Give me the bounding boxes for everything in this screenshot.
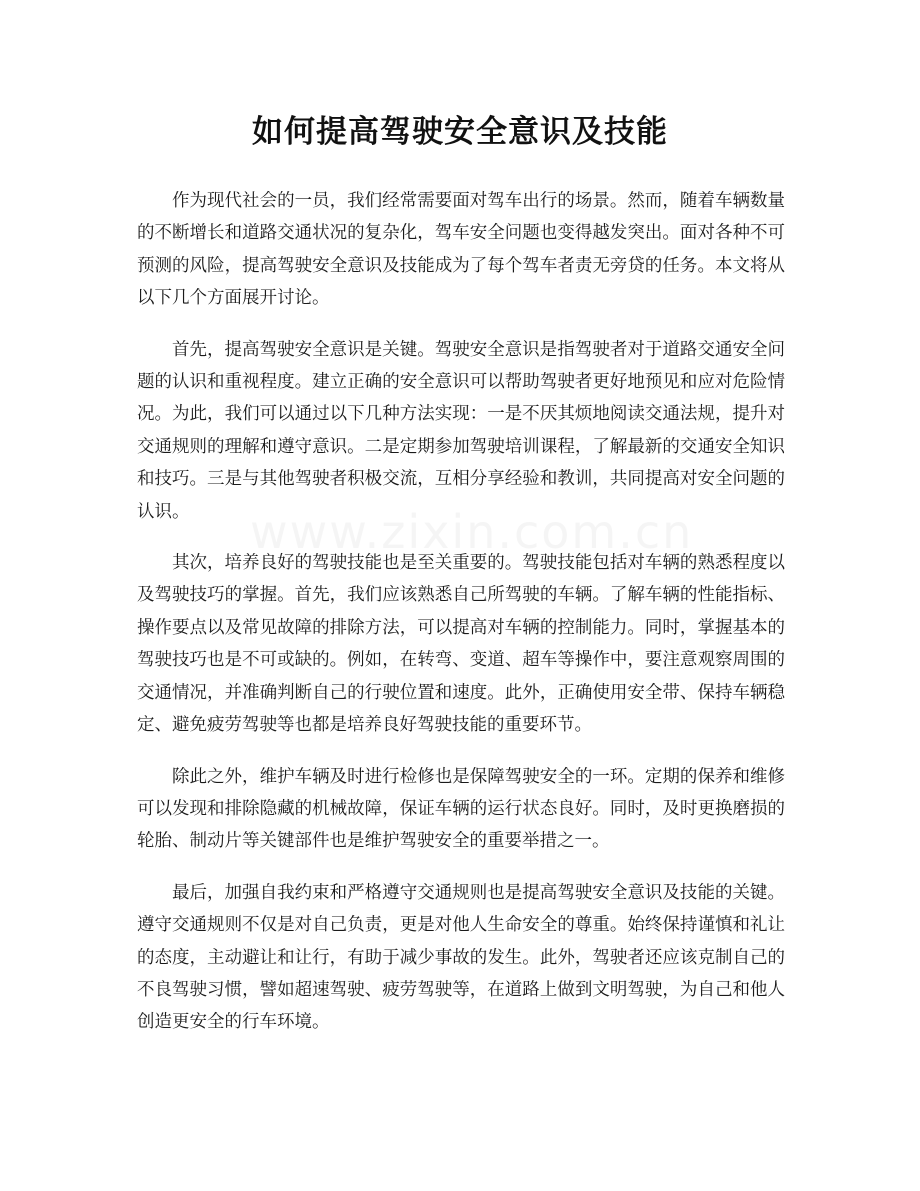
document-body	[137, 185, 785, 1058]
document-title: 如何提高驾驶安全意识及技能	[252, 114, 668, 150]
paragraph-maintenance: 除此之外，维护车辆及时进行检修也是保障驾驶安全的一环。定期的保养和维修可以发现和排除隐藏的机械故障，保证车辆的运行状态良好。同时，及时更换磨损的轮胎、制动片等关键部件也是维护驾驶安全的重要举措之一。	[137, 766, 785, 852]
paragraph-awareness: 首先，提高驾驶安全意识是关键。驾驶安全意识是指驾驶者对于道路交通安全问题的认识和重视程度。建立正确的安全意识可以帮助驾驶者更好地预见和应对危险情况。为此，我们可以通过以下几种方法实现：一是不厌其烦地阅读交通法规，提升对交通规则的理解和遵守意识。二是定期参加驾驶培训课程，了解最新的交通安全知识和技巧。三是与其他驾驶者积极交流，互相分享经验和教训，共同提高对安全问题的认识。	[137, 339, 785, 522]
paragraph-rules: 最后，加强自我约束和严格遵守交通规则也是提高驾驶安全意识及技能的关键。遵守交通规则不仅是对自己负责，更是对他人生命安全的尊重。始终保持谨慎和礼让的态度，主动避让和让行，有助于减少事故的发生。此外，驾驶者还应该克制自己的不良驾驶习惯，譬如超速驾驶、疲劳驾驶等，在道路上做到文明驾驶，为自己和他人创造更安全的行车环境。	[137, 882, 785, 1033]
watermark: www.zixin.com.cn	[250, 505, 694, 559]
paragraph-intro: 作为现代社会的一员，我们经常需要面对驾车出行的场景。然而，随着车辆数量的不断增长和道路交通状况的复杂化，驾车安全问题也变得越发突出。面对各种不可预测的风险，提高驾驶安全意识及技能成为了每个驾车者责无旁贷的任务。本文将从以下几个方面展开讨论。	[137, 191, 785, 309]
paragraph-skills: 其次，培养良好的驾驶技能也是至关重要的。驾驶技能包括对车辆的熟悉程度以及驾驶技巧的掌握。首先，我们应该熟悉自己所驾驶的车辆。了解车辆的性能指标、操作要点以及常见故障的排除方法，可以提高对车辆的控制能力。同时，掌握基本的驾驶技巧也是不可或缺的。例如，在转弯、变道、超车等操作中，要注意观察周围的交通情况，并准确判断自己的行驶位置和速度。此外，正确使用安全带、保持车辆稳定、避免疲劳驾驶等也都是培养良好驾驶技能的重要环节。	[137, 553, 785, 736]
